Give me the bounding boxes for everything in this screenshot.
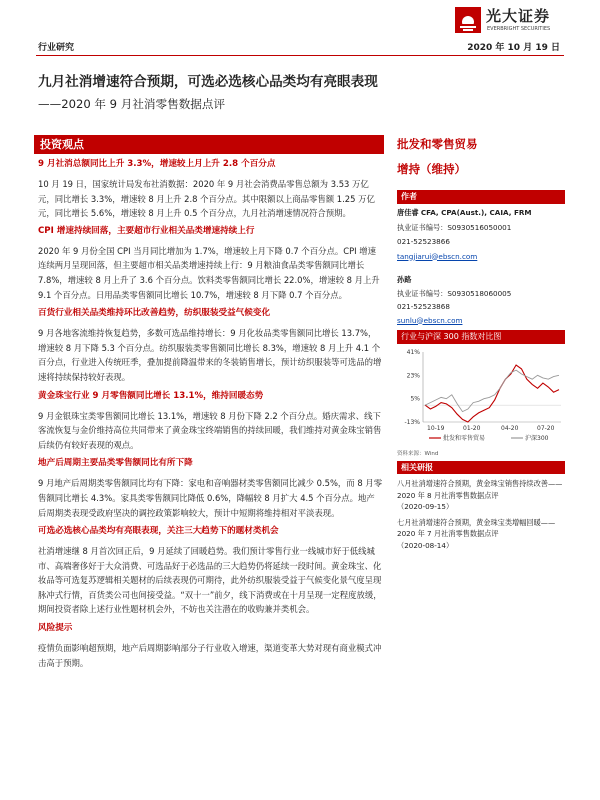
y-tick-label: 41% [406,349,420,356]
section-department-store [38,307,383,384]
header-divider [36,55,564,56]
analyst-quals: CFA, CPA(Aust.), CAIA, FRM [420,208,532,217]
analyst-card [397,207,565,262]
analyst-email[interactable]: tangjiarui@ebscn.com [397,251,478,261]
related-report-title[interactable]: 七月社消增速符合预期，黄金珠宝类增幅回暖——2020 年 7 月社消零售数据点评 [397,517,556,538]
related-report-date: （2020-08-14） [397,540,454,550]
y-tick-label: 23% [406,372,420,380]
analyst-name: 唐佳睿 [397,208,419,217]
brand-name: 光大证券 [486,7,551,25]
y-tick-label: 5% [410,395,420,403]
viewpoint-heading: 投资观点 [34,135,384,154]
brand-name-en: EVERBRIGHT SECURITIES [487,26,551,32]
analyst-cert: 执业证书编号：S0930516050001 [397,222,512,232]
analyst-phone: 021-52523866 [397,237,450,246]
main-content [38,158,383,670]
industry-rating: 增持（维持） [397,162,466,176]
section-body: 2020 年 9 月份全国 CPI 当月同比增加为 1.7%，增速较上月下降 0.7 个百分点。CPI 增速连续两月呈现回落，但主要超市相关品类增速持续上行：9 月粮油食品类零售额同比增长 7.8%，增速较 8 月上升了 3.6 个百分点。饮料类零售额同比增长 22.0%，增速较 8 月上升 9.1 个百分点。日用品类零售额同比增长 10.7%，增速较 8 月下降 0.7 个百分点。 [38,245,380,300]
section-opportunities [38,525,383,617]
x-tick-label: 01-20 [463,425,481,432]
legend-label-industry: 批发和零售贸易 [443,435,486,442]
series-line-industry [425,365,559,422]
report-subtitle: ——2020 年 9 月社消零售数据点评 [38,97,226,111]
related-report-date: （2020-09-15） [397,502,454,511]
section-heading: 9 月社消总额同比上升 3.3%，增速较上月上升 2.8 个百分点 [38,159,276,169]
analyst-email[interactable]: sunlu@ebscn.com [397,315,463,325]
related-report-title[interactable]: 八月社消增速符合预期，黄金珠宝销售持续改善——2020 年 8 月社消零售数据点评 [397,479,563,500]
section-jewelry [38,390,383,453]
chart-source: 资料来源：Wind [397,451,439,457]
y-tick-label: -13% [404,419,420,426]
analyst-card [397,274,565,326]
industry-name: 批发和零售贸易 [397,137,478,151]
section-heading: 风险提示 [38,623,73,634]
section-body: 社消增速继 8 月首次回正后，9 月延续了回暖趋势。我们预计零售行业一线城市好于低线城市、高端奢侈好于大众消费、可选品好于必选品的三大趋势仍将延续一段时间。黄金珠宝、化妆品等可选复苏逻辑相关题材的后续表现仍可期待，此外纺织服装受益于气候变化景气度呈现脉冲式行情，百货类公司也间接受益。“双十一”前夕，线下消费或在十月呈现一定程度放缓，期间投资者除上述行业性题材机会外，不妨也关注潜在的收购兼并类机会。 [38,546,382,615]
section-total-retail [38,158,383,221]
section-body: 疫情负面影响超预期，地产后周期影响部分子行业收入增速，渠道变革大势对现有商业模式冲击高于预期。 [38,643,382,668]
report-title: 九月社消增速符合预期，可选必选核心品类均有亮眼表现 [38,74,378,90]
x-tick-label: 07-20 [537,425,555,432]
section-heading: 地产后周期主要品类零售额同比有所下降 [38,458,193,469]
section-heading: 可选必选核心品类均有亮眼表现，关注三大趋势下的题材类机会 [38,526,279,537]
x-tick-label: 04-20 [501,425,519,432]
index-comparison-chart [397,346,565,448]
legend-label-csi300: 沪深300 [525,435,549,442]
analyst-name: 孙路 [397,275,412,284]
sun-logo-icon [455,7,481,33]
sidebar [397,135,565,551]
chart-heading: 行业与沪深 300 指数对比图 [397,330,565,344]
related-report[interactable] [397,517,565,552]
section-real-estate-cycle [38,457,383,520]
report-date: 2020 年 10 月 19 日 [467,43,560,53]
x-tick-label: 10-19 [427,425,445,432]
brand-logo [455,4,585,38]
section-body: 9 月地产后周期类零售额同比均有下降：家电和音响器材类零售额同比减少 0.5%，而 8 月零售额同比增长 4.3%。家具类零售额同比降低 0.6%，降幅较 8 月扩大 4.5 个百分点。地产后周期类表现受政府坚决的调控政策影响较大，预计中短期将维持相对平淡表现。 [38,478,383,518]
section-cpi [38,225,383,302]
analyst-cert: 执业证书编号：S0930518060005 [397,288,512,298]
section-body: 9 月各地客流维持恢复趋势，多数可选品维持增长：9 月化妆品类零售额同比增长 13.7%，增速较 8 月下降 5.3 个百分点。纺织服装类零售额同比增长 8.3%，增速较 8 月上升 4.1 个百分点，行业进入传统旺季，叠加提前降温带来的冬装销售增长，预计纺织服装等可选品的增速将持续保持较好表现。 [38,328,382,382]
analyst-phone: 021-52523868 [397,302,450,311]
section-heading: 百货行业相关品类维持环比改善趋势，纺织服装受益气候变化 [38,308,271,319]
related-heading: 相关研报 [397,461,565,474]
author-heading: 作者 [397,190,565,204]
related-report[interactable] [397,478,565,513]
report-category: 行业研究 [38,43,75,53]
section-heading: CPI 增速持续回落，主要超市行业相关品类增速持续上行 [38,225,255,236]
section-body: 9 月金银珠宝类零售额同比增长 13.1%，增速较 8 月份下降 2.2 个百分点。婚庆需求、线下客流恢复与金价维持高位共同带来了黄金珠宝终端销售的持续回暖，我们维持对黄金珠宝销售后续仍有较好表现的观点。 [38,410,382,450]
section-risk [38,622,383,670]
section-body: 10 月 19 日，国家统计局发布社消数据：2020 年 9 月社会消费品零售总额为 3.53 万亿元，同比增长 3.3%，增速较 8 月上升 2.8 个百分点。其中限额以上商品零售额 1.25 万亿元，同比增长 5.6%，增速较 8 月上升 0.5 个百分点，九月社消增速情况符合预期。 [38,179,375,219]
section-heading: 黄金珠宝行业 9 月零售额同比增长 13.1%，维持回暖态势 [38,390,264,401]
